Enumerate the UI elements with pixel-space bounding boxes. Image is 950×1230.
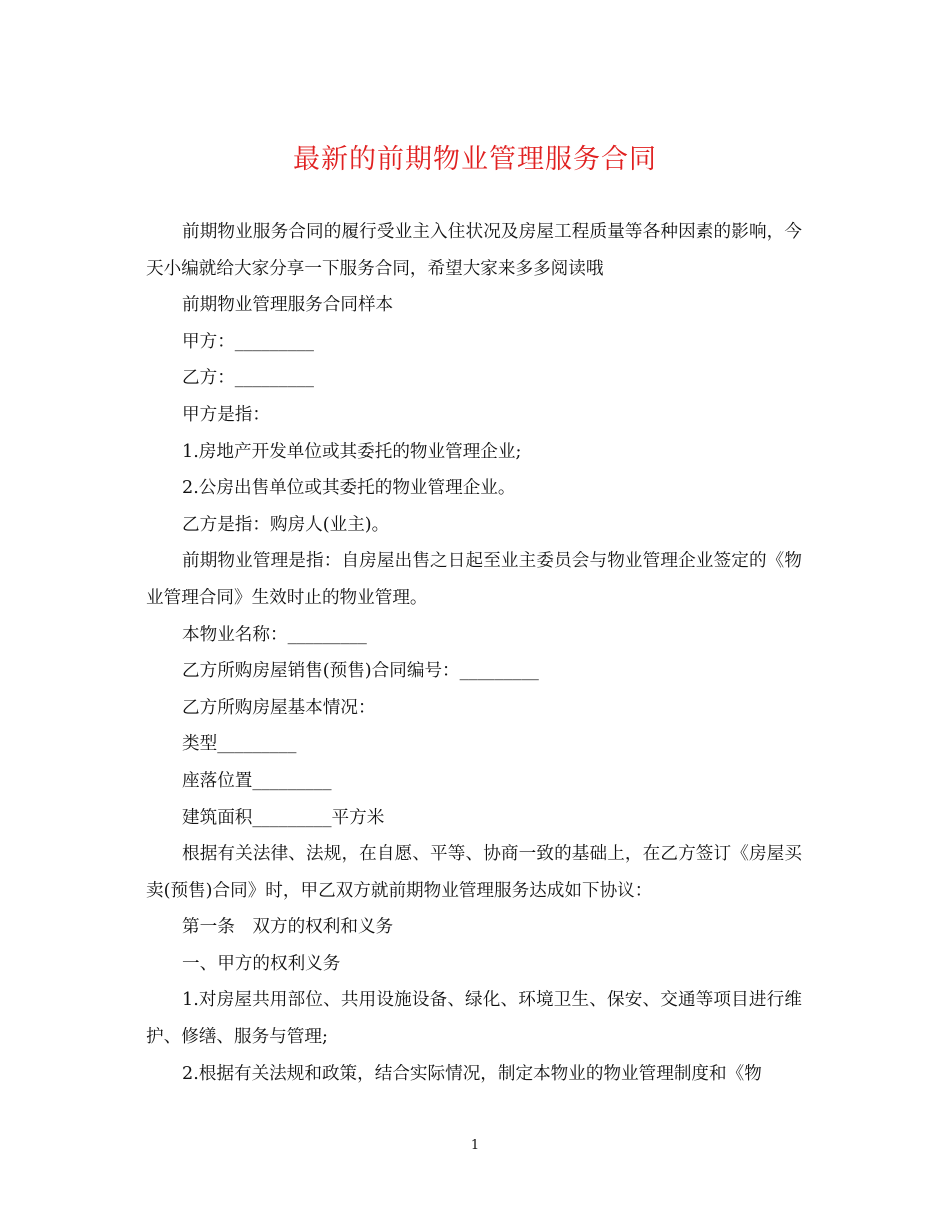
paragraph-house-basic-info: 乙方所购房屋基本情况： [182, 697, 376, 718]
paragraph-house-type: 类型_________ [182, 734, 297, 755]
paragraph-article-1: 第一条 双方的权利和义务 [182, 917, 394, 938]
paragraph-house-location: 座落位置_________ [182, 770, 332, 791]
paragraph-party-b-definition: 乙方是指：购房人(业主)。 [182, 514, 390, 535]
paragraph-section-party-a-rights: 一、甲方的权利义务 [182, 953, 341, 974]
paragraph-rights-item-1: 1.对房屋共用部位、共用设施设备、绿化、环境卫生、保安、交通等项目进行维护、修缮、服务与管理; [146, 990, 802, 1048]
document-body [146, 214, 802, 1092]
paragraph-agreement-basis: 根据有关法律、法规，在自愿、平等、协商一致的基础上，在乙方签订《房屋买卖(预售)合同》时，甲乙双方就前期物业管理服务达成如下协议： [146, 844, 802, 901]
paragraph-management-definition: 前期物业管理是指：自房屋出售之日起至业主委员会与物业管理企业签定的《物业管理合同》生效时止的物业管理。 [146, 551, 802, 608]
paragraph-party-a-definition: 甲方是指： [182, 404, 270, 425]
paragraph-sample-heading: 前期物业管理服务合同样本 [182, 295, 394, 316]
paragraph-party-b: 乙方：_________ [182, 368, 314, 389]
paragraph-building-area: 建筑面积_________平方米 [182, 807, 385, 828]
document-title: 最新的前期物业管理服务合同 [293, 144, 657, 175]
paragraph-party-a: 甲方：_________ [182, 331, 314, 352]
paragraph-party-a-item-1: 1.房地产开发单位或其委托的物业管理企业; [182, 441, 522, 462]
paragraph-party-a-item-2: 2.公房出售单位或其委托的物业管理企业。 [182, 478, 516, 499]
paragraph-property-name: 本物业名称：_________ [182, 624, 367, 645]
paragraph-contract-number: 乙方所购房屋销售(预售)合同编号：_________ [182, 661, 539, 682]
page-number: 1 [470, 1138, 480, 1153]
paragraph-rights-item-2: 2.根据有关法规和政策，结合实际情况，制定本物业的物业管理制度和《物 [182, 1063, 762, 1084]
paragraph-intro: 前期物业服务合同的履行受业主入住状况及房屋工程质量等各种因素的影响，今天小编就给大家分享一下服务合同，希望大家来多多阅读哦 [146, 222, 802, 279]
